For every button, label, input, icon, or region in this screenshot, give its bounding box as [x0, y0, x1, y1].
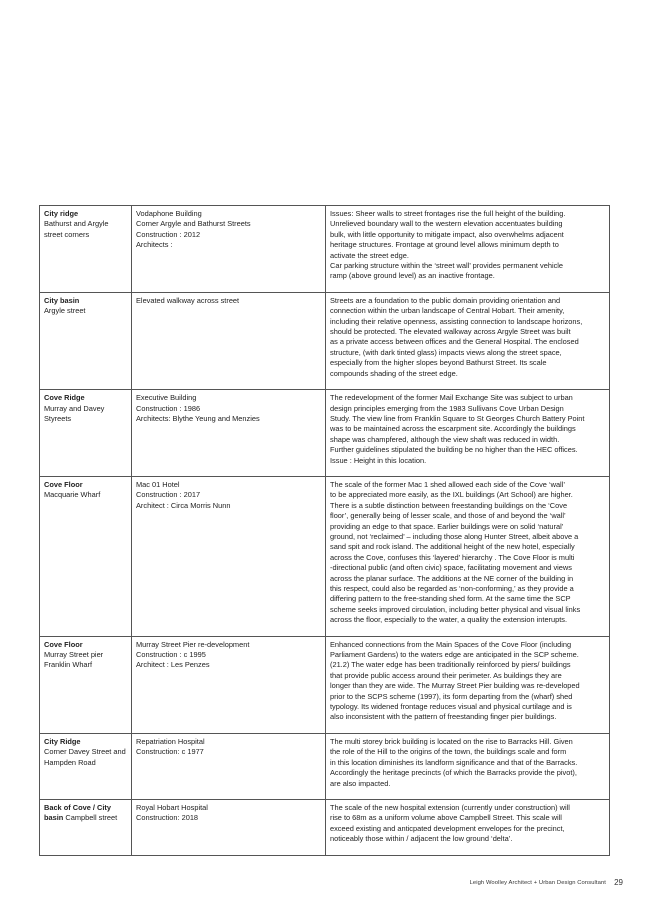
notes-line: The redevelopment of the former Mail Exchange Site was subject to urban: [330, 393, 573, 403]
notes-line: Unrelieved boundary wall to the western elevation accentuates building: [330, 219, 563, 229]
building-line: Mac 01 Hotel: [136, 479, 180, 489]
notes-line: The multi storey brick building is located on the rise to Barracks Hill. Given: [330, 736, 573, 746]
notes-line: including their relative openness, assisting connection to landscape horizons,: [330, 316, 583, 326]
location-cell: [40, 733, 132, 799]
notes-line: ground, not ‘reclaimed’ – including those along Hunter Street, albeit above a: [330, 531, 579, 541]
notes-line: across the floor, especially to the water, a quality the extension interupts.: [330, 615, 568, 625]
notes-line: Streets are a foundation to the public domain providing orientation and: [330, 295, 561, 305]
location-detail: Murray Street pier Franklin Wharf: [44, 650, 104, 670]
building-line: Architects: Blythe Yeung and Menzies: [136, 413, 260, 423]
building-cell: [132, 733, 326, 799]
table-body: [40, 206, 610, 856]
notes-cell: [326, 799, 610, 855]
notes-line: scheme seeks improved circulation, including better physical and visual links: [330, 604, 581, 614]
notes-line: longer than they are wide. The Murray Street Pier building was re-developed: [330, 681, 580, 691]
building-cell: [132, 476, 326, 636]
location-detail: Bathurst and Argyle street corners: [44, 219, 109, 239]
building-assessment-table: [39, 205, 610, 856]
table-row: [40, 292, 610, 389]
table-row: [40, 733, 610, 799]
building-line: Construction : 2012: [136, 229, 201, 239]
location-title: City ridge: [44, 209, 79, 218]
notes-cell: [326, 476, 610, 636]
location-cell: [40, 206, 132, 293]
location-cell: [40, 390, 132, 477]
notes-line: structure, (with dark tinted glass) impacts views along the street space,: [330, 347, 562, 357]
notes-line: shape was champfered, although the view shaft was reduced in width.: [330, 434, 560, 444]
building-line: Construction : 1986: [136, 403, 201, 413]
building-line: Construction : c 1995: [136, 650, 206, 660]
notes-cell: [326, 206, 610, 293]
notes-line: Enhanced connections from the Main Spaces of the Cove Floor (including: [330, 639, 572, 649]
notes-line: heritage structures. Frontage at ground level allows minimum depth to: [330, 240, 559, 250]
building-line: Elevated walkway across street: [136, 295, 240, 305]
location-title: Cove Ridge: [44, 393, 85, 403]
notes-line: especially from the higher slopes beyond Bathurst Street. Its scale: [330, 358, 547, 368]
footer-credit: Leigh Woolley Architect + Urban Design Consultant: [469, 880, 606, 886]
building-line: Corner Argyle and Bathurst Streets: [136, 219, 251, 229]
building-cell: [132, 799, 326, 855]
location-detail: Murray and Davey Styreets: [44, 403, 105, 423]
table-row: [40, 206, 610, 293]
notes-line: typology. Its widened frontage reduces visual and physical curtilage and is: [330, 702, 572, 712]
notes-line: connection within the urban landscape of Central Hobart. Their amenity,: [330, 306, 565, 316]
building-line: Royal Hobart Hospital: [136, 802, 208, 812]
notes-line: to be appreciated more easily, as the IXL buildings (Art School) are higher.: [330, 490, 573, 500]
location-title: City basin: [44, 295, 80, 305]
building-line: Architect : Les Penzes: [136, 660, 210, 670]
location-cell: [40, 476, 132, 636]
notes-line: as a private access between offices and the General Hospital. The enclosed: [330, 337, 579, 347]
notes-line: differing pattern to the free-standing shed form. At the same time the SCP: [330, 594, 571, 604]
notes-cell: [326, 733, 610, 799]
location-title: City Ridge: [44, 736, 81, 746]
notes-cell: [326, 292, 610, 389]
table-row: [40, 799, 610, 855]
location-title: Back of Cove / City basin: [44, 802, 111, 823]
notes-line: that provide public access around their perimeter. As buildings they are: [330, 670, 562, 680]
notes-line: Further guidelines stipulated the building be no higher than the HEC offices.: [330, 445, 578, 455]
location-cell: [40, 636, 132, 733]
building-line: Repatriation Hospital: [136, 736, 205, 746]
notes-line: floor’, generally being of lesser scale, and those of and beyond the ‘wall’: [330, 511, 566, 521]
table-row: [40, 636, 610, 733]
notes-line: (21.2) The water edge has been traditionally reinforced by piers/ buildings: [330, 660, 571, 670]
location-detail: Corner Davey Street and Hampden Road: [44, 747, 126, 767]
notes-line: Issues: Sheer walls to street frontages rise the full height of the building.: [330, 209, 566, 218]
notes-line: The scale of the new hospital extension (currently under construction) will: [330, 802, 570, 812]
notes-line: There is a subtle distinction between freestanding buildings on the ‘Cove: [330, 500, 568, 510]
notes-line: rise to 68m as a uniform volume above Campbell Street. This scale will: [330, 813, 562, 823]
notes-line: sand spit and rock island. The additional height of the new hotel, especially: [330, 542, 575, 552]
notes-line: this respect, could also be regarded as ‘non-conforming,’ as they provide a: [330, 584, 574, 593]
notes-line: compounds shading of the street edge.: [330, 368, 458, 378]
notes-cell: [326, 636, 610, 733]
building-cell: [132, 292, 326, 389]
location-title: Cove Floor: [44, 479, 83, 489]
notes-line: was to be maintained across the escarpment site. Accordingly the buildings: [330, 424, 576, 434]
location-detail: Macquarie Wharf: [44, 490, 101, 500]
notes-line: Car parking structure within the ‘street wall’ provides permanent vehicle: [330, 261, 564, 271]
building-line: Construction: 2018: [136, 813, 199, 823]
notes-line: the role of the Hill to the origins of the town, the buildings scale and form: [330, 747, 567, 757]
building-cell: [132, 636, 326, 733]
building-line: Architect : Circa Morris Nunn: [136, 500, 231, 510]
notes-line: Accordingly the heritage precincts (of which the Barracks provide the pivot),: [330, 768, 577, 778]
notes-line: activate the street edge.: [330, 250, 409, 260]
notes-line: Issue : Height in this location.: [330, 455, 427, 465]
location-title: Cove Floor: [44, 639, 83, 649]
location-detail: Argyle street: [44, 306, 86, 316]
building-line: Architects :: [136, 240, 173, 250]
location-cell: [40, 799, 132, 855]
notes-line: noticeably those within / adjacent the low ground ‘delta’.: [330, 834, 513, 844]
notes-cell: [326, 390, 610, 477]
building-line: Murray Street Pier re-development: [136, 639, 250, 649]
notes-line: prior to the SCPS scheme (1997), its form departing from the (wharf) shed: [330, 691, 573, 701]
notes-line: in this location diminishes its landform significance and that of the Barracks.: [330, 757, 578, 767]
notes-line: across the planar surface. The additions at the NE corner of the building in: [330, 573, 574, 583]
notes-line: ramp (above ground level) as an inactive frontage.: [330, 271, 495, 281]
notes-line: should be protected. The elevated walkway across Argyle Street was built: [330, 327, 571, 337]
notes-line: Study. The view line from Franklin Square to St Georges Church Battery Point: [330, 413, 585, 423]
building-line: Construction : 2017: [136, 490, 201, 500]
page-number: 29: [614, 878, 623, 887]
location-detail: Campbell street: [65, 813, 118, 823]
building-line: Construction: c 1977: [136, 747, 204, 757]
notes-line: also inconsistent with the pattern of freestanding finger pier buildings.: [330, 712, 557, 722]
notes-line: Parliament Gardens) to the waters edge are anticipated in the SCP scheme.: [330, 650, 579, 660]
table-row: [40, 476, 610, 636]
notes-line: providing an edge to that space. Earlier buildings were on solid ‘natural’: [330, 521, 564, 531]
building-cell: [132, 206, 326, 293]
notes-line: bulk, with little opportunity to mitigate impact, also overwhelms adjacent: [330, 229, 564, 239]
building-cell: [132, 390, 326, 477]
notes-line: across the Cove, confuses this ‘layered’ hierarchy . The Cove Floor is multi: [330, 552, 575, 562]
building-line: Executive Building: [136, 393, 197, 403]
building-line: Vodaphone Building: [136, 209, 202, 218]
notes-line: exceed existing and anticpated development envelopes for the precinct,: [330, 823, 565, 833]
notes-line: -directional public (and often civic) space, facilitating movement and views: [330, 563, 572, 573]
location-cell: [40, 292, 132, 389]
notes-line: are also impacted.: [330, 778, 391, 788]
table-row: [40, 390, 610, 477]
notes-line: design principles emerging from the 1983 Sullivans Cove Urban Design: [330, 403, 564, 413]
notes-line: The scale of the former Mac 1 shed allowed each side of the Cove ‘wall’: [330, 479, 565, 489]
